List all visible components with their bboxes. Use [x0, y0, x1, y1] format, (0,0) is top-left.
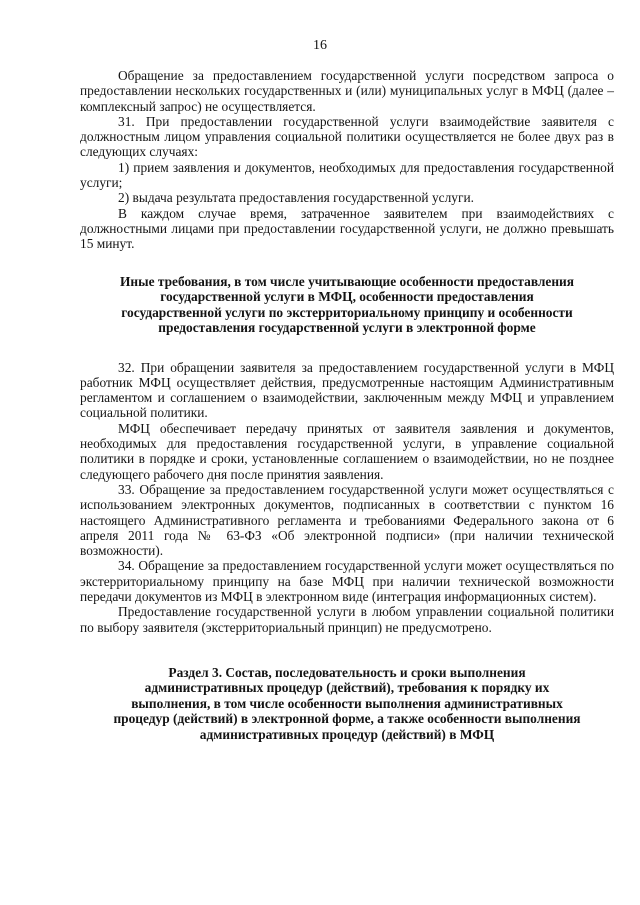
- list-item: 2) выдача результата предоставления государственной услуги.: [118, 190, 474, 206]
- paragraph: МФЦ обеспечивает передачу принятых от заявителя заявления и документов, необходимых для предоставления государственной услуги, в управление социальной политики в порядке и сроки, установленные соглашением о взаимодействии, но не позднее следующего рабочего дня после принятия заявления.: [80, 420, 614, 482]
- heading-line: процедур (действий) в электронной форме, а также особенности выполнения: [113, 711, 581, 727]
- paragraph: Обращение за предоставлением государственной услуги посредством запроса о предоставлении нескольких государственных и (или) муниципальных услуг в МФЦ (далее – комплексный запрос) не осуществляется.: [80, 68, 614, 114]
- heading-line: Иные требования, в том числе учитывающие особенности предоставления: [119, 273, 575, 289]
- heading-line: административных процедур (действий), требования к порядку их: [144, 680, 550, 696]
- section-heading: [80, 665, 614, 743]
- paragraph: Предоставление государственной услуги в любом управлении социальной политики по выбору заявителя (экстерриториальный принцип) не предусмотрено.: [80, 604, 614, 635]
- heading-line: выполнения, в том числе особенности выполнения административных: [131, 695, 563, 711]
- paragraph: 31. При предоставлении государственной услуги взаимодействие заявителя с должностным лицом управления социальной политики осуществляется не более двух раз в следующих случаях:: [80, 113, 614, 160]
- paragraph: 33. Обращение за предоставлением государственной услуги может осуществляться с использованием электронных документов, подписанных в соответствии с пунктом 16 настоящего Административного регламента и требованиями Федерального закона от 6 апреля 2011 года № 63-ФЗ «Об электронной подписи» (при наличии технической возможности).: [80, 481, 614, 559]
- section-heading: [80, 274, 614, 336]
- heading-line: административных процедур (действий) в МФЦ: [199, 726, 495, 742]
- heading-line: предоставления государственной услуги в электронной форме: [158, 320, 536, 336]
- paragraph: 32. При обращении заявителя за предоставлением государственной услуги в МФЦ работник МФЦ осуществляет действия, предусмотренные настоящим Административным регламентом и соглашением о взаимодействии, заключенным между МФЦ и управлением социальной политики.: [80, 359, 614, 421]
- list-item: 1) прием заявления и документов, необходимых для предоставления государственной услуги;: [80, 159, 614, 191]
- page-number: 16: [313, 38, 327, 53]
- paragraph: В каждом случае время, затраченное заявителем при взаимодействиях с должностными лицами при предоставлении государственной услуги, не должно превышать 15 минут.: [80, 205, 614, 252]
- page-content: [80, 68, 614, 742]
- heading-line: Раздел 3. Состав, последовательность и сроки выполнения: [168, 664, 526, 680]
- heading-line: государственной услуги в МФЦ, особенности предоставления: [160, 289, 534, 305]
- heading-line: государственной услуги по экстерриториальному принципу и особенности: [121, 304, 573, 320]
- paragraph: 34. Обращение за предоставлением государственной услуги может осуществляться по экстерриториальному принципу на базе МФЦ при наличии технической возможности передачи документов из МФЦ в электронном виде (интеграция информационных систем).: [80, 558, 614, 605]
